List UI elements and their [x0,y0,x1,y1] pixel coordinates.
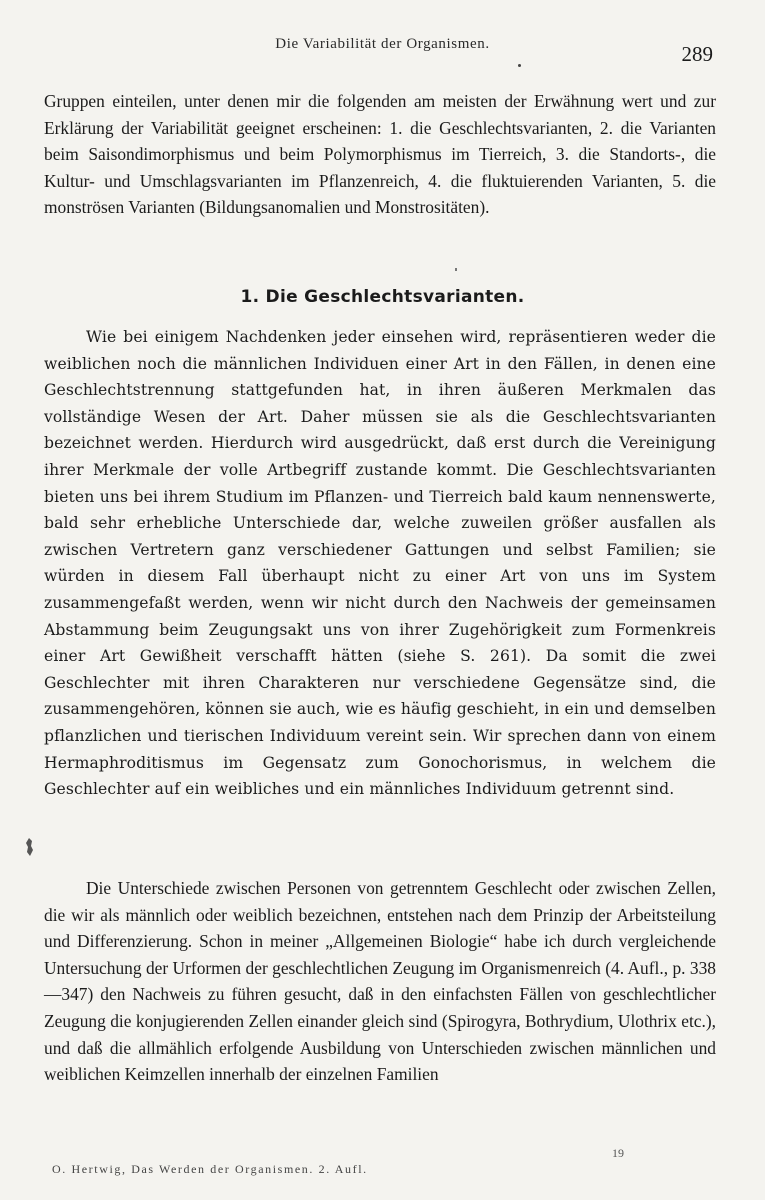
section-heading: 1. Die Geschlechtsvarianten. [240,287,525,307]
sheet-number: 19 [612,1146,624,1160]
ink-dot [518,64,521,67]
ink-blot-icon [26,838,34,856]
page-header [0,34,765,64]
intro-paragraph: Gruppen einteilen, unter denen mir die folgenden am meisten der Erwähnung wert und zur Erklärung der Variabilität geeignet erscheinen: 1. die Geschlechtsvarianten, 2. die Varianten beim Saisondimorphismus und beim Polymorphismus im Tierreich, 3. die Standorts-, die Kultur- und Umschlagsvarianten im Pflanzenreich, 4. die fluktuierenden Varianten, 5. die monströsen Varianten (Bildungsanomalien und Monstrositäten). [44,91,716,218]
ink-speck [455,268,457,271]
running-title: Die Variabilität der Organismen. [275,36,490,52]
section-paragraph-1: Wie bei einigem Nachdenken jeder einsehen wird, repräsentieren weder die weiblichen noch die männlichen Individuen einer Art in den Fällen, in denen eine Geschlechtstrennung stattgefunden hat, in ihren äußeren Merkmalen das vollständige Wesen der Art. Daher müssen sie als die Geschlechtsvarianten bezeichnet werden. Hierdurch wird ausgedrückt, daß erst durch die Vereinigung ihrer Merkmale der volle Artbegriff zustande kommt. Die Geschlechtsvarianten bieten uns bei ihrem Studium im Pflanzen- und Tierreich bald kaum nennenswerte, bald sehr erhebliche Unterschiede dar, welche zuweilen größer ausfallen als zwischen Vertretern ganz verschiedener Gattungen und selbst Familien; sie würden in diesem Fall überhaupt nicht zu einer Art von uns im System zusammengefaßt werden, wenn wir nicht durch den Nachweis der gemeinsamen Abstammung beim Zeugungsakt uns von ihrer Zugehörigkeit zum Formenkreis einer Art Gewißheit verschafft hätten (siehe S. 261). Da somit die zwei Geschlechter mit ihren Charakteren nur verschiedene Gegensätze sind, die zusammengehören, können sie auch, wie es häufig geschieht, in ein und demselben pflanzlichen und tierischen Individuum vereint sein. Wir sprechen dann von einem Hermaphroditismus im Gegensatz zum Gonochorismus, in welchem die Geschlechter auf ein weibliches und ein männliches Individuum getrennt sind. [44,328,716,799]
page-number: 289 [681,42,713,66]
footer-signature: O. Hertwig, Das Werden der Organismen. 2. Aufl. [52,1162,368,1176]
section-paragraph-2: Die Unterschiede zwischen Personen von getrenntem Geschlecht oder zwischen Zellen, die wir als männlich oder weiblich bezeichnen, entstehen nach dem Prinzip der Arbeitsteilung und Differenzierung. Schon in meiner „Allgemeinen Biologie“ habe ich durch vergleichende Untersuchung der Urformen der geschlechtlichen Zeugung im Organismenreich (4. Aufl., p. 338—347) den Nachweis zu führen gesucht, daß in den einfachsten Fällen von geschlechtlicher Zeugung die konjugierenden Zellen einander gleich sind (Spirogyra, Bothrydium, Ulothrix etc.), und daß die allmählich erfolgende Ausbildung von Unterschieden zwischen männlichen und weiblichen Keimzellen innerhalb der einzelnen Familien [44,878,716,1085]
